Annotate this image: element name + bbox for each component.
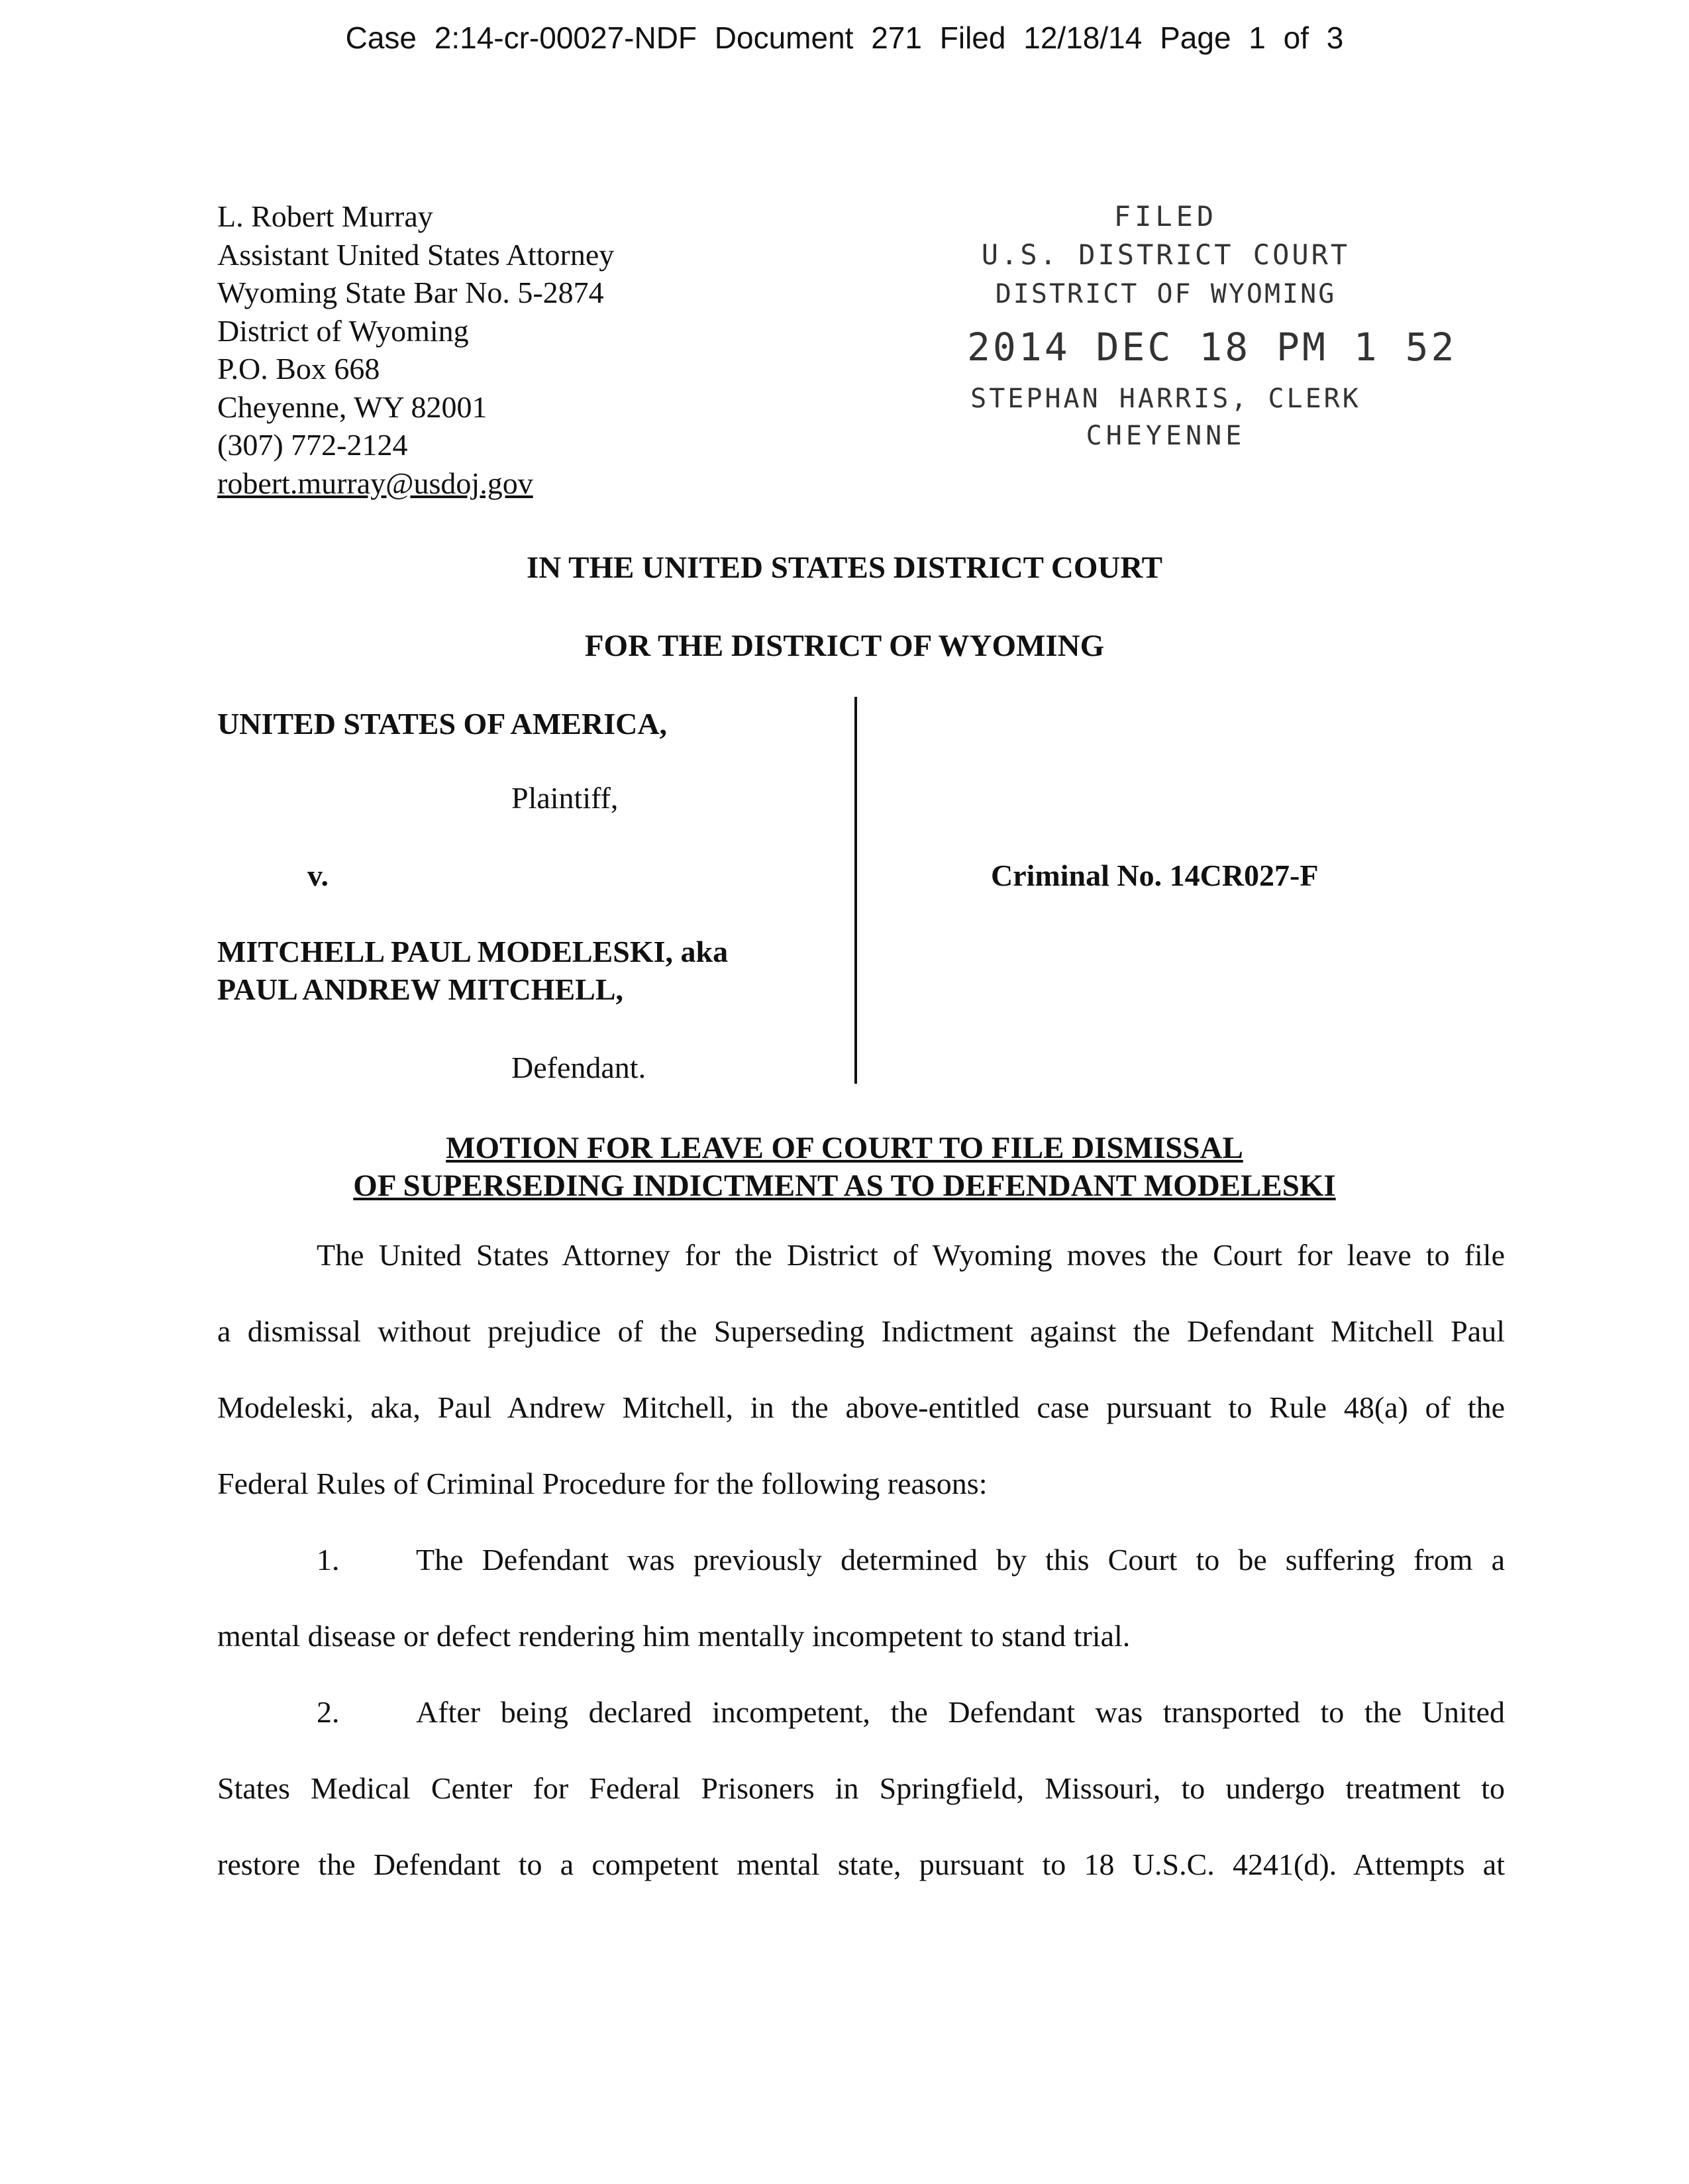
defendant-alias: PAUL ANDREW MITCHELL,: [217, 972, 624, 1006]
filed-date: Filed 12/18/14: [939, 21, 1143, 55]
page-indicator: Page 1 of 3: [1160, 21, 1344, 55]
defendant-role: Defendant.: [511, 1051, 646, 1084]
document-number: Document 271: [714, 21, 922, 55]
attorney-name: L. Robert Murray: [217, 199, 433, 233]
stamp-court: U.S. DISTRICT COURT: [981, 238, 1351, 271]
plaintiff-name: UNITED STATES OF AMERICA,: [217, 707, 668, 741]
intro-line-1: The United States Attorney for the District of Wyoming moves the Court for leave to file: [317, 1238, 1505, 1272]
attorney-title: Assistant United States Attorney: [217, 237, 615, 272]
stamp-date: 2014 DEC 18 PM 1 52: [967, 325, 1457, 370]
attorney-city: Cheyenne, WY 82001: [217, 390, 487, 424]
intro-line-4: Federal Rules of Criminal Procedure for the following reasons:: [217, 1467, 988, 1500]
intro-line-3: Modeleski, aka, Paul Andrew Mitchell, in the above-entitled case pursuant to Rule 48(a) of the: [217, 1390, 1505, 1424]
caption-divider: [854, 697, 857, 1084]
stamp-filed: FILED: [1113, 200, 1218, 233]
attorney-phone: (307) 772-2124: [217, 428, 408, 462]
item-1-text: The Defendant was previously determined by this Court to be suffering from a: [416, 1543, 1505, 1577]
versus-label: v.: [307, 858, 329, 892]
motion-title-line-2: OF SUPERSEDING INDICTMENT AS TO DEFENDANT MODELESKI: [353, 1169, 1336, 1203]
court-title: IN THE UNITED STATES DISTRICT COURT: [527, 550, 1162, 585]
attorney-block: [217, 197, 614, 502]
court-district: FOR THE DISTRICT OF WYOMING: [584, 629, 1105, 663]
item-1-first-line: [217, 1541, 1505, 1579]
defendant-name: MITCHELL PAUL MODELESKI, aka: [217, 935, 729, 968]
attorney-po-box: P.O. Box 668: [217, 352, 380, 386]
stamp-city: CHEYENNE: [1086, 421, 1246, 451]
item-2-text: After being declared incompetent, the Defendant was transported to the United: [416, 1695, 1505, 1729]
attorney-bar-number: Wyoming State Bar No. 5-2874: [217, 276, 604, 309]
motion-title-line-1: MOTION FOR LEAVE OF COURT TO FILE DISMISSAL: [446, 1131, 1243, 1165]
case-number: Case 2:14-cr-00027-NDF: [345, 21, 697, 55]
item-2-first-line: [217, 1693, 1505, 1731]
stamp-clerk: STEPHAN HARRIS, CLERK: [970, 384, 1361, 414]
intro-line-2: a dismissal without prejudice of the Superseding Indictment against the Defendant Mitchell Paul: [217, 1314, 1505, 1348]
item-2-line-3: restore the Defendant to a competent mental state, pursuant to 18 U.S.C. 4241(d). Attempts at: [217, 1847, 1505, 1881]
attorney-email: robert.murray@usdoj.gov: [217, 466, 533, 500]
item-1-number: 1.: [317, 1543, 340, 1577]
filed-stamp: [967, 197, 1457, 454]
plaintiff-role: Plaintiff,: [511, 781, 619, 815]
attorney-district: District of Wyoming: [217, 313, 469, 348]
item-2-line-2: States Medical Center for Federal Prisoners in Springfield, Missouri, to undergo treatment to: [217, 1771, 1505, 1805]
item-2-number: 2.: [317, 1695, 340, 1729]
document-header: [0, 20, 1689, 56]
criminal-number: Criminal No. 14CR027-F: [991, 858, 1319, 892]
stamp-district: DISTRICT OF WYOMING: [995, 279, 1337, 309]
item-1-rest: mental disease or defect rendering him mentally incompetent to stand trial.: [217, 1619, 1131, 1653]
